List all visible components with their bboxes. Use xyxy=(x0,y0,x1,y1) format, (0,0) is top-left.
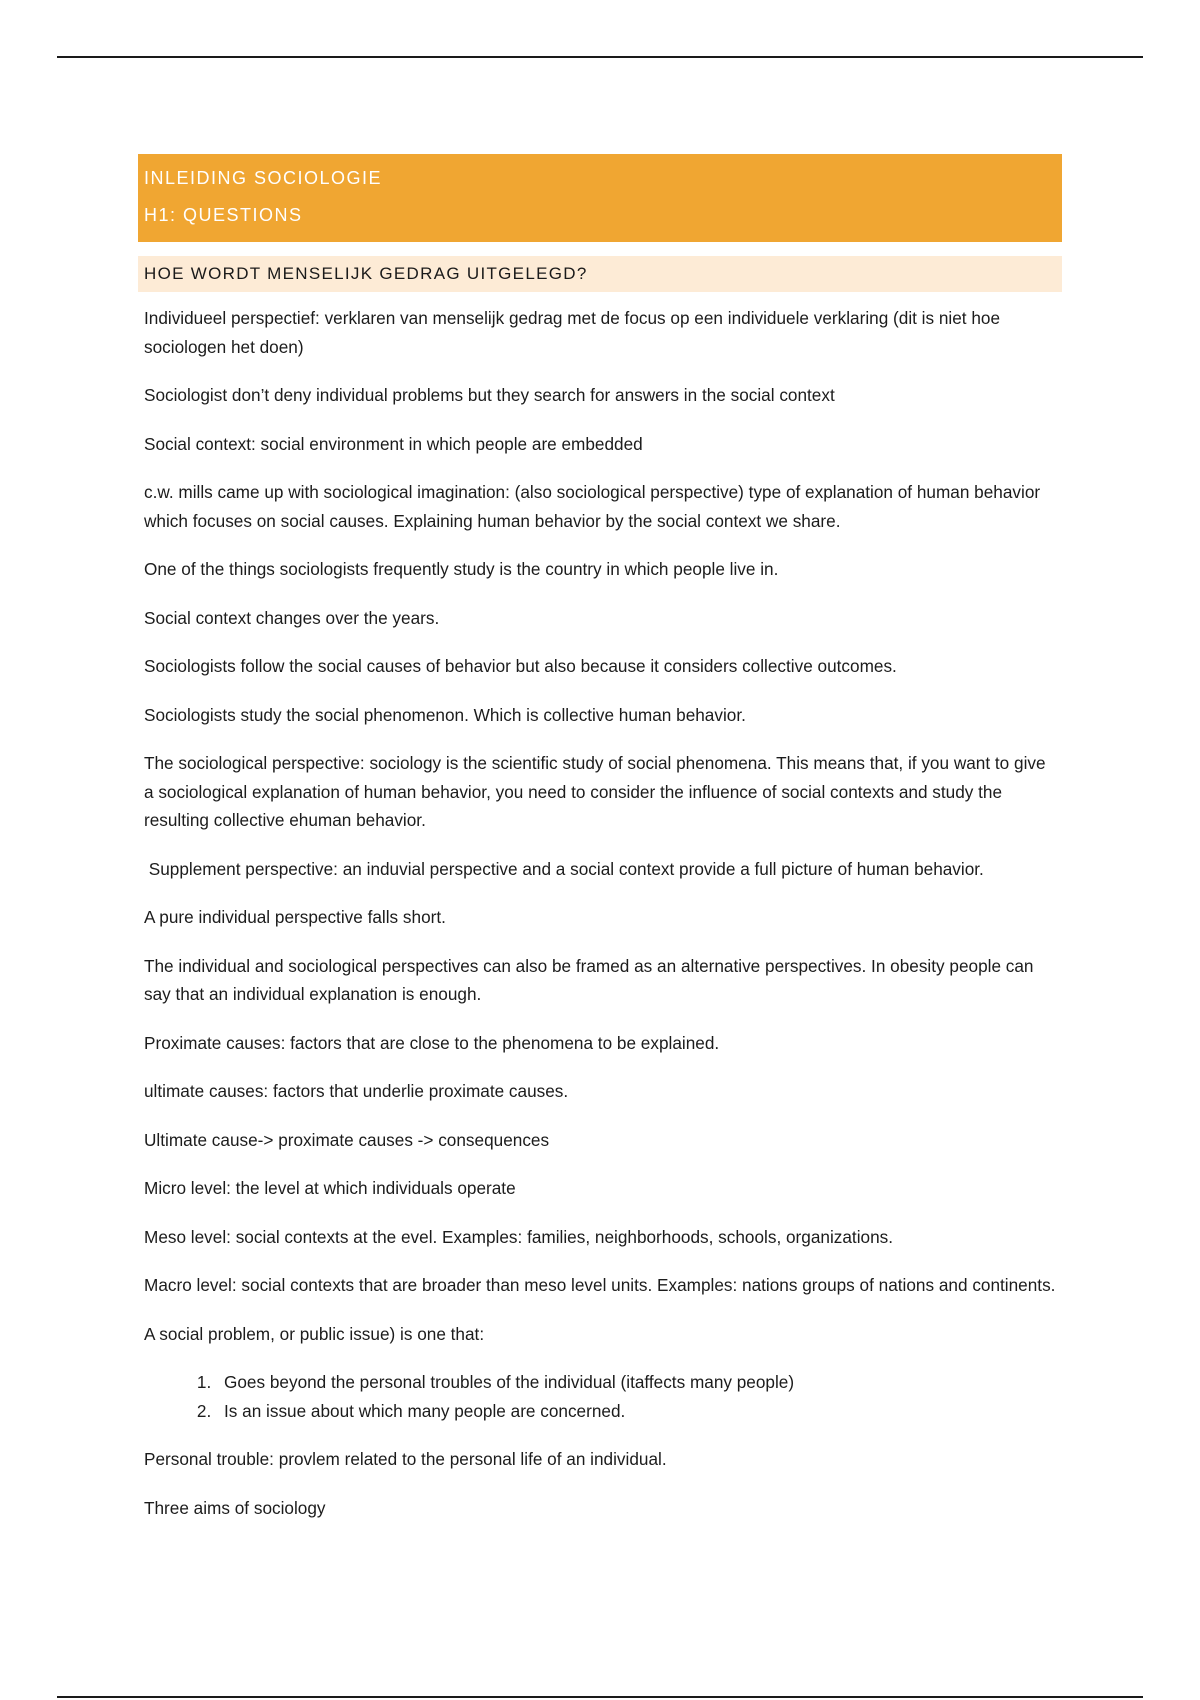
paragraph: Individueel perspectief: verklaren van menselijk gedrag met de focus op een individuele verklaring (dit is niet hoe sociologen het doen) xyxy=(144,308,1001,357)
paragraph: Sociologists follow the social causes of behavior but also because it considers collective outcomes. xyxy=(144,656,897,676)
paragraph: Social context: social environment in which people are embedded xyxy=(144,433,643,454)
paragraph: Micro level: the level at which individuals operate xyxy=(144,1178,516,1198)
paragraph: Three aims of sociology xyxy=(144,1497,326,1518)
footer-rule xyxy=(57,1696,1143,1698)
paragraph: Personal trouble: provlem related to the personal life of an individual. xyxy=(144,1449,667,1469)
section-heading: HOE WORDT MENSELIJK GEDRAG UITGELEGD? xyxy=(138,256,1062,292)
paragraph: A pure individual perspective falls short. xyxy=(144,907,446,927)
document-title: INLEIDING SOCIOLOGIE xyxy=(144,168,383,188)
paragraph: A social problem, or public issue) is one that: xyxy=(144,1323,485,1344)
section-body xyxy=(138,304,1062,1522)
paragraph: Macro level: social contexts that are broader than meso level units. Examples: nations groups of nations and continents. xyxy=(144,1275,1056,1295)
paragraph: The individual and sociological perspectives can also be framed as an alternative perspectives. In obesity people can say that an individual explanation is enough. xyxy=(144,955,1034,1004)
list-item: 2. Is an issue about which many people are concerned. xyxy=(216,1397,1056,1426)
paragraph: Social context changes over the years. xyxy=(144,607,440,628)
title-banner xyxy=(138,154,1062,242)
numbered-list xyxy=(144,1368,1056,1425)
paragraph: Supplement perspective: an induvial perspective and a social context provide a full picture of human behavior. xyxy=(144,858,984,879)
list-item: 1. Goes beyond the personal troubles of the individual (itaffects many people) xyxy=(216,1368,1056,1397)
paragraph: One of the things sociologists frequently study is the country in which people live in. xyxy=(144,559,779,579)
paragraph: ultimate causes: factors that underlie proximate causes. xyxy=(144,1081,569,1101)
paragraph: Proximate causes: factors that are close to the phenomena to be explained. xyxy=(144,1032,720,1053)
paragraph: Sociologist don’t deny individual problems but they search for answers in the social context xyxy=(144,385,835,405)
paragraph: Ultimate cause-> proximate causes -> consequences xyxy=(144,1129,550,1150)
paragraph: The sociological perspective: sociology is the scientific study of social phenomena. This means that, if you want to give a sociological explanation of human behavior, you need to consider the influence of social contexts and study the resulting collective ehuman behavior. xyxy=(144,753,1046,830)
paragraph: c.w. mills came up with sociological imagination: (also sociological perspective) type of explanation of human behavior which focuses on social causes. Explaining human behavior by the social context we share. xyxy=(144,482,1041,531)
paragraph: Sociologists study the social phenomenon. Which is collective human behavior. xyxy=(144,704,746,725)
chapter-title: H1: QUESTIONS xyxy=(144,205,303,225)
header-rule xyxy=(57,56,1143,58)
paragraph: Meso level: social contexts at the evel. Examples: families, neighborhoods, schools, organizations. xyxy=(144,1226,893,1247)
document-content xyxy=(138,154,1062,1522)
